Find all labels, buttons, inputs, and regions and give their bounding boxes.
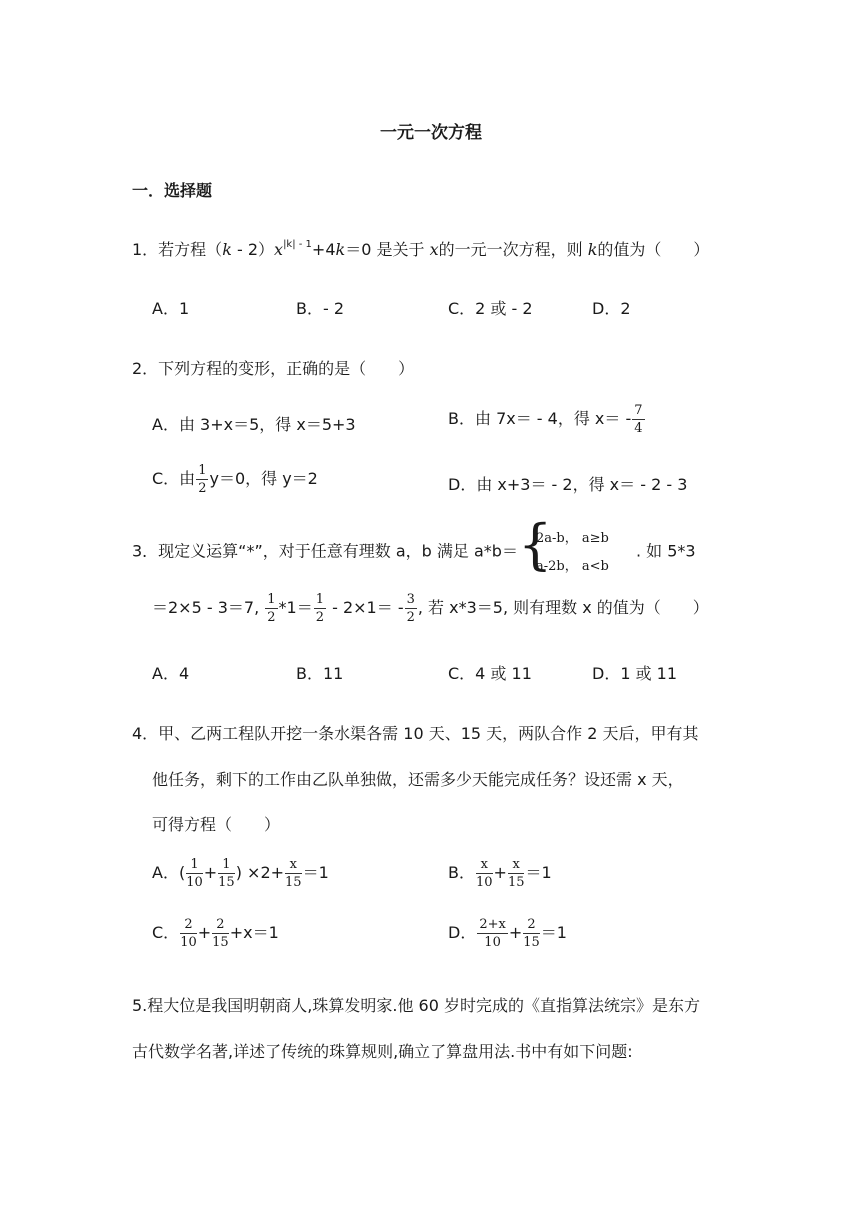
fraction: $\frac{2}{15}$	[212, 917, 229, 950]
piecewise-brace: { 2a-b， a≥b a-2b， a<b	[517, 513, 609, 576]
q2-option-b: B．由 7x＝ - 4，得 x＝ - $\frac{7}{4}$	[448, 403, 643, 436]
q4-option-d: D． $\frac{2+x}{10}$ + $\frac{2}{15}$ ＝1	[448, 917, 567, 950]
question-4-line-2: 他任务，剩下的工作由乙队单独做，还需多少天能完成任务？设还需 x 天，	[152, 770, 684, 789]
fraction: $\frac{x}{15}$	[507, 857, 525, 890]
fraction: $\frac{1}{2}$	[267, 592, 276, 625]
question-4-line-3: 可得方程（ ）	[152, 815, 281, 834]
q3-option-c: C．4 或 11	[448, 664, 532, 683]
q4-option-a: A．( $\frac{1}{10}$ + $\frac{1}{15}$ ) ×2+ $\frac{x}{15}$ ＝1	[152, 857, 329, 890]
question-3-line-2: ＝2×5 - 3＝7, $\frac{1}{2}$ *1＝ $\frac{1}{2}$ - 2×1＝ - $\frac{3}{2}$ , 若 x*3＝5, 则有理数 x 的值为（ ）	[152, 592, 709, 625]
q4-option-b: B． $\frac{x}{10}$ + $\frac{x}{15}$ ＝1	[448, 857, 552, 890]
fraction: $\frac{2+x}{10}$	[479, 917, 506, 950]
q2-option-d: D．由 x+3＝ - 2，得 x＝ - 2 - 3	[448, 475, 688, 494]
q2-option-c: C．由 $\frac{1}{2}$ y＝0，得 y＝2	[152, 463, 318, 496]
page-title: 一元一次方程	[380, 123, 482, 143]
q1-option-b: B．- 2	[296, 299, 345, 318]
fraction: $\frac{7}{4}$	[634, 403, 643, 436]
question-5-line-2: 古代数学名著,详述了传统的珠算规则,确立了算盘用法.书中有如下问题:	[132, 1042, 633, 1061]
fraction: $\frac{x}{10}$	[475, 857, 493, 890]
q4-option-c: C． $\frac{2}{10}$ + $\frac{2}{15}$ +x＝1	[152, 917, 279, 950]
question-5-line-1: 5.程大位是我国明朝商人,珠算发明家.他 60 岁时完成的《直指算法统宗》是东方	[132, 996, 700, 1015]
question-1-stem: 1．若方程$(k - 2)x^{|k| - 1}+4k=0$ 是关于 x的一元一次方程，则 k的值为（ ）	[132, 239, 710, 259]
fraction: $\frac{1}{2}$	[198, 463, 207, 496]
fraction: $\frac{3}{2}$	[406, 592, 415, 625]
fraction: $\frac{1}{10}$	[186, 857, 203, 890]
q3-option-d: D．1 或 11	[592, 664, 678, 683]
q1-option-d: D．2	[592, 299, 631, 318]
fraction: $\frac{1}{15}$	[218, 857, 235, 890]
q3-option-b: B．11	[296, 664, 344, 683]
q3-option-a: A．4	[152, 664, 190, 683]
q2-option-a: A．由 3+x＝5，得 x＝5+3	[152, 415, 356, 434]
fraction: $\frac{x}{15}$	[285, 857, 302, 890]
fraction: $\frac{1}{2}$	[315, 592, 325, 625]
fraction: $\frac{2}{15}$	[523, 917, 540, 950]
fraction: $\frac{2}{10}$	[180, 917, 197, 950]
q1-option-a: A．1	[152, 299, 190, 318]
question-4-line-1: 4．甲、乙两工程队开挖一条水渠各需 10 天、15 天，两队合作 2 天后，甲有其	[132, 724, 699, 743]
question-2-stem: 2．下列方程的变形，正确的是（ ）	[132, 359, 415, 378]
q1-option-c: C．2 或 - 2	[448, 299, 533, 318]
question-3-line-1: 3．现定义运算“*”，对于任意有理数 a，b 满足 a*b＝ { 2a-b， a≥b a-2b， a<b . 如 5*3	[132, 524, 696, 580]
section-heading: 一．选择题	[132, 181, 213, 200]
